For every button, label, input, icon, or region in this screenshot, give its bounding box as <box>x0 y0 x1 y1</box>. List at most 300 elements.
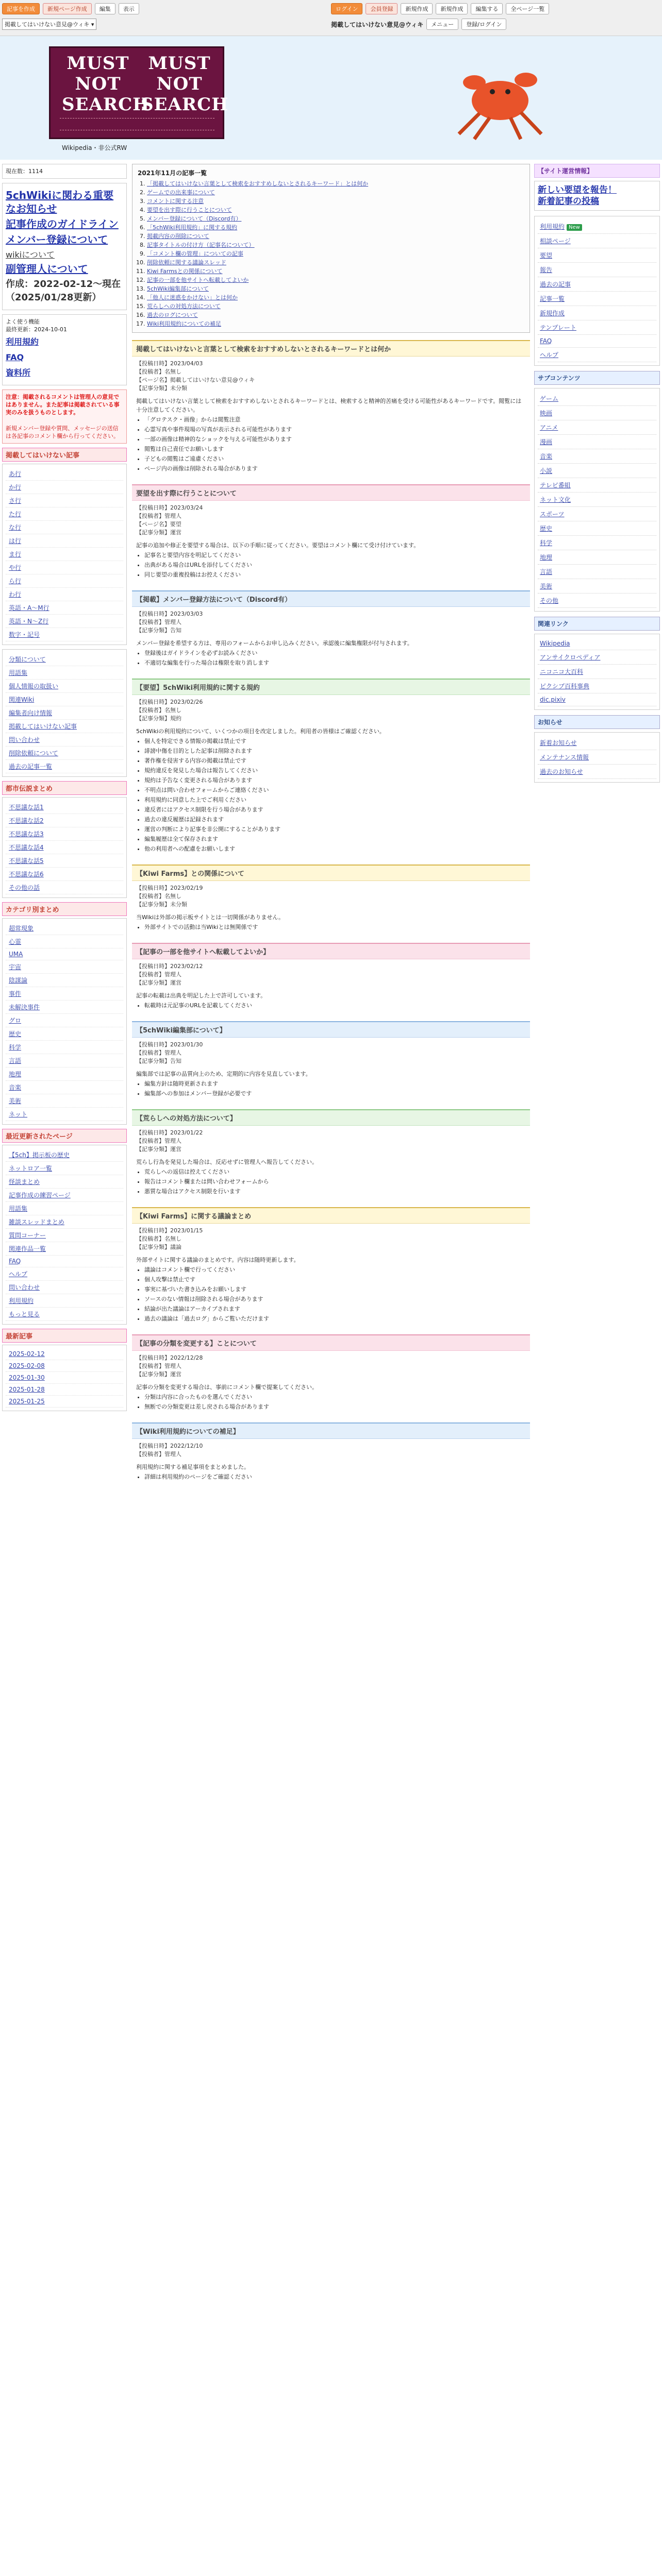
article-text: 掲載してはいけない言葉として検索をおすすめしないとされるキーワードとは、検索すると精神的苦痛を受ける可能性があるキーワードです。閲覧には十分注意してください。 <box>136 398 522 413</box>
category-9[interactable]: 科学 <box>6 1041 123 1054</box>
subcontent-title: サブコンテンツ <box>534 371 660 385</box>
toc-item <box>147 232 524 241</box>
article-body <box>132 1255 530 1329</box>
article-title[interactable]: 掲載してはいけないと言葉として検索をおすすめしないとされるキーワードとは何か <box>132 340 530 357</box>
new-article-link[interactable]: 新着記事の投稿 <box>538 196 599 207</box>
important-links-box <box>2 183 127 310</box>
article-meta-line: 【記事分類】告知 <box>136 1058 181 1064</box>
category-2[interactable]: UMA <box>6 948 123 960</box>
article-meta-line: 【投稿日時】2023/03/24 <box>136 504 203 511</box>
legend-1[interactable]: 不思議な話2 <box>6 814 123 827</box>
article-point: • 過去の議論は「過去ログ」からご覧いただけます <box>144 1314 526 1323</box>
dates-label: 作成：2022-02-12〜現在（2025/01/28更新） <box>6 279 121 303</box>
toc-link[interactable]: 荒らしへの対処方法について <box>147 303 221 310</box>
article-point: • 心霊写真や事件現場の写真が表示される可能性があります <box>144 425 526 434</box>
site-info-0[interactable]: 分類について <box>6 653 123 666</box>
legends-list <box>2 797 127 898</box>
article-meta <box>132 357 530 396</box>
legends-section-title: 都市伝説まとめ <box>2 781 127 795</box>
category-0[interactable]: 超常現象 <box>6 922 123 935</box>
article-text: 記事の転載は出典を明記した上で許可しています。 <box>136 992 267 999</box>
article-body <box>132 726 530 859</box>
article-meta-line: 【記事分類】未分類 <box>136 385 187 392</box>
category-10[interactable]: 言語 <box>6 1054 123 1067</box>
subadmin-link[interactable]: 副管理人について <box>6 263 88 275</box>
article-title[interactable]: 【荒らしへの対処方法について】 <box>132 1109 530 1126</box>
article-meta-line: 【投稿者】名無し <box>136 893 181 900</box>
toc-link[interactable]: 「他人に迷惑をかけない」とは何か <box>147 294 238 301</box>
sub-14[interactable]: その他 <box>538 594 656 608</box>
article-meta-line: 【記事分類】規約 <box>136 715 181 722</box>
recent-0[interactable]: 2025-02-12 <box>6 1348 123 1360</box>
site-info-8[interactable]: 過去の記事一覧 <box>6 760 123 773</box>
article-meta-line: 【投稿日時】2022/12/28 <box>136 1354 203 1361</box>
warning-text: 注意：掲載されるコメントは管理人の意見ではありません。また記事は掲載されている事実のみを扱うものとします。 <box>6 394 120 416</box>
sub-5[interactable]: 小説 <box>538 464 656 478</box>
article-point: • 編集方針は随時更新されます <box>144 1079 526 1088</box>
site-info-1[interactable]: 用語集 <box>6 666 123 680</box>
right-link-6[interactable]: 新規作成 <box>538 306 656 320</box>
article-meta-line: 【投稿者】管理人 <box>136 1049 181 1056</box>
article-point: • 記事名と要望内容を明記してください <box>144 551 526 560</box>
recent-list <box>2 1345 127 1411</box>
index-num[interactable]: 数字・記号 <box>6 628 123 641</box>
toc-link[interactable]: 「5chWiki利用規約」に関する規約 <box>147 224 238 231</box>
article-meta-line: 【ページ名】掲載してはいけない意見@ウィキ <box>136 377 255 383</box>
article-meta-line: 【投稿日時】2022/12/10 <box>136 1443 203 1449</box>
sub-13[interactable]: 美術 <box>538 579 656 594</box>
sub-7[interactable]: ネット文化 <box>538 493 656 507</box>
index-wa[interactable]: わ行 <box>6 588 123 601</box>
toc-link[interactable]: 「掲載してはいけない言葉として検索をおすすめしないとされるキーワード」とは何か <box>147 180 369 187</box>
sub-1[interactable]: 映画 <box>538 406 656 420</box>
article-meta-line: 【投稿日時】2023/02/26 <box>136 699 203 705</box>
toc-item <box>147 293 524 302</box>
article-point: • 閲覧は自己責任でお願いします <box>144 445 526 453</box>
article-text: 利用規約に関する補足事項をまとめました。 <box>136 1464 250 1470</box>
index-en-am[interactable]: 英語・A〜M行 <box>6 601 123 615</box>
sub-0[interactable]: ゲーム <box>538 392 656 406</box>
new-button-2[interactable]: 新規作成 <box>436 3 468 14</box>
toc-item <box>147 276 524 284</box>
article-body <box>132 638 530 673</box>
toc-item <box>147 241 524 249</box>
recent-4[interactable]: 2025-01-25 <box>6 1396 123 1408</box>
site-info-3[interactable]: 関連Wiki <box>6 693 123 706</box>
legend-4[interactable]: 不思議な話5 <box>6 854 123 868</box>
article-points <box>136 1265 526 1323</box>
article-meta-line: 【投稿日時】2023/02/19 <box>136 885 203 891</box>
article-point: • 規約は予告なく変更される場合があります <box>144 776 526 785</box>
article-title[interactable]: 【掲載】メンバー登録方法について（Discord有） <box>132 590 530 607</box>
article-point: • 詳細は利用規約のページをご確認ください <box>144 1472 526 1481</box>
guideline-link[interactable]: 記事作成のガイドライン <box>6 218 119 230</box>
article-point: • 他の利用者への配慮をお願いします <box>144 844 526 853</box>
articles-section-title: 掲載してはいけない記事 <box>2 448 127 462</box>
sub-9[interactable]: 歴史 <box>538 521 656 536</box>
article-meta-line: 【投稿者】名無し <box>136 1235 181 1242</box>
article-point: • 議論はコメント欄で行ってください <box>144 1265 526 1274</box>
right-link-3[interactable]: 報告 <box>538 263 656 277</box>
article-point: • 不適切な編集を行った場合は権限を取り消します <box>144 658 526 667</box>
article-text: 記事の追加や修正を要望する場合は、以下の手順に従ってください。要望はコメント欄にて受け付けています。 <box>136 542 420 549</box>
sub-3[interactable]: 漫画 <box>538 435 656 449</box>
update-2[interactable]: 怪談まとめ <box>6 1175 123 1189</box>
article-point: • ページ内の画像は削除される場合があります <box>144 464 526 473</box>
article-point: • 外部サイトでの活動は当Wikiとは無関係です <box>144 923 526 931</box>
edit-page-button[interactable]: 編集する <box>471 3 503 14</box>
legend-6[interactable]: その他の話 <box>6 881 123 894</box>
index-na[interactable]: な行 <box>6 521 123 534</box>
article-text: メンバー登録を希望する方は、専用のフォームからお申し込みください。承認後に編集権限が付与されます。 <box>136 640 413 647</box>
index-ka[interactable]: か行 <box>6 481 123 494</box>
resources-link[interactable]: 資料所 <box>6 368 31 378</box>
update-11[interactable]: 利用規約 <box>6 1294 123 1308</box>
article-title[interactable]: 【記事の分類を変更する】ことについて <box>132 1334 530 1351</box>
sub-4[interactable]: 音楽 <box>538 449 656 464</box>
counter-box <box>2 164 127 179</box>
site-info-2[interactable]: 個人情報の取扱い <box>6 680 123 693</box>
toc-item <box>147 267 524 276</box>
new-button-1[interactable]: 新規作成 <box>401 3 433 14</box>
category-7[interactable]: グロ <box>6 1014 123 1027</box>
article-points <box>136 923 526 931</box>
article-title[interactable]: 【要望】5chWiki利用規約に関する規約 <box>132 679 530 695</box>
article-list <box>132 340 530 1487</box>
update-8[interactable]: FAQ <box>6 1256 123 1267</box>
article-title[interactable]: 【Kiwi Farms】との関係について <box>132 865 530 881</box>
article-meta-line: 【記事分類】運営 <box>136 1371 181 1378</box>
article-meta <box>132 1126 530 1157</box>
index-ta[interactable]: た行 <box>6 507 123 521</box>
article-point: • 荒らしへの返信は控えてください <box>144 1167 526 1176</box>
sub-10[interactable]: 科学 <box>538 536 656 550</box>
report-link[interactable]: 新しい要望を報告！ <box>538 185 617 195</box>
article-meta <box>132 1038 530 1069</box>
edit-button[interactable]: 編集 <box>95 3 115 14</box>
right-link-7[interactable]: テンプレート <box>538 320 656 335</box>
right-link-0[interactable] <box>538 219 656 234</box>
site-subtitle: Wikipedia・非公式RW <box>62 144 127 151</box>
article-text: 荒らし行為を発見した場合は、反応せずに管理人へ報告してください。 <box>136 1159 318 1165</box>
article-meta-line: 【投稿日時】2023/01/22 <box>136 1129 203 1136</box>
recent-3[interactable]: 2025-01-28 <box>6 1384 123 1396</box>
article-meta-line: 【投稿日時】2023/01/30 <box>136 1041 203 1048</box>
article-title[interactable]: 【Kiwi Farms】に関する議論まとめ <box>132 1207 530 1224</box>
toc-item <box>147 188 524 197</box>
sub-6[interactable]: テレビ番組 <box>538 478 656 493</box>
notice-2[interactable]: 過去のお知らせ <box>538 765 656 779</box>
terms-link[interactable]: 利用規約 <box>6 337 39 347</box>
article-point: • 編集部への参加はメンバー登録が必要です <box>144 1089 526 1098</box>
site-title: 掲載してはいけない意見@ウィキ <box>331 21 424 28</box>
article-text: 外部サイトに関する議論のまとめです。内容は随時更新します。 <box>136 1257 300 1263</box>
article-point: • 利用規約に同意した上でご利用ください <box>144 795 526 804</box>
toc-item <box>147 223 524 232</box>
category-list <box>2 918 127 1125</box>
top-toolbar <box>0 0 662 36</box>
site-info-5[interactable]: 掲載してはいけない記事 <box>6 720 123 733</box>
article-point: • 事実に基づいた書き込みをお願いします <box>144 1285 526 1294</box>
article-meta-line: 【投稿日時】2023/04/03 <box>136 360 203 367</box>
category-13[interactable]: 美術 <box>6 1094 123 1108</box>
recent-1[interactable]: 2025-02-08 <box>6 1360 123 1372</box>
article-point: • 誹謗中傷を目的とした記事は削除されます <box>144 747 526 755</box>
toolbar-right <box>331 1 660 34</box>
update-4[interactable]: 用語集 <box>6 1202 123 1215</box>
update-7[interactable]: 関連作品一覧 <box>6 1242 123 1256</box>
update-3[interactable]: 記事作成の練習ページ <box>6 1189 123 1202</box>
update-1[interactable]: ネットロア一覧 <box>6 1162 123 1175</box>
right-link-8[interactable]: FAQ <box>538 335 656 348</box>
right-link-5[interactable]: 記事一覧 <box>538 292 656 306</box>
toc-link[interactable]: 過去のログについて <box>147 312 198 318</box>
article-meta-line: 【記事分類】運営 <box>136 979 181 986</box>
counter-text: 現在数：1114 <box>6 168 43 175</box>
toc-link[interactable]: メンバー登録について（Discord有） <box>147 215 242 222</box>
toc-item <box>147 249 524 258</box>
updates-section-title: 最近更新されたページ <box>2 1129 127 1143</box>
toc-item <box>147 284 524 293</box>
mini-info-1: 最終更新：2024-10-01 <box>6 326 67 333</box>
toc-link[interactable]: 5chWiki編集部について <box>147 285 209 292</box>
update-6[interactable]: 質問コーナー <box>6 1229 123 1242</box>
toc-link[interactable]: 掲載内容の削除について <box>147 233 209 240</box>
site-info-list <box>2 649 127 777</box>
article-meta <box>132 1439 530 1462</box>
site-info-6[interactable]: 問い合わせ <box>6 733 123 747</box>
crab-illustration <box>443 52 547 144</box>
toc-item <box>147 258 524 267</box>
site-select[interactable]: 掲載してはいけない意見@ウィキ ▾ <box>2 19 96 30</box>
index-sa[interactable]: さ行 <box>6 494 123 507</box>
right-important <box>534 181 660 211</box>
legend-5[interactable]: 不思議な話6 <box>6 868 123 881</box>
category-14[interactable]: ネット <box>6 1108 123 1121</box>
article-meta <box>132 1224 530 1255</box>
toc-link[interactable]: 要望を出す際に行うことについて <box>147 207 232 213</box>
article-point: • 運営の判断により記事を非公開にすることがあります <box>144 825 526 834</box>
table-of-contents <box>132 164 530 333</box>
category-section-title: カテゴリ別まとめ <box>2 902 127 916</box>
signin-button[interactable]: 登録/ログイン <box>461 19 506 30</box>
right-link-9[interactable]: ヘルプ <box>538 348 656 362</box>
index-ma[interactable]: ま行 <box>6 548 123 561</box>
category-12[interactable]: 音楽 <box>6 1081 123 1094</box>
article-point: • 分類は内容に合ったものを選んでください <box>144 1393 526 1401</box>
right-link-4[interactable]: 過去の記事 <box>538 277 656 292</box>
article-meta-line: 【投稿者】管理人 <box>136 1451 181 1458</box>
wiki-about-link[interactable]: wikiについて <box>6 250 55 260</box>
member-text: 新規メンバー登録や質問、メッセージの送信は各記事のコメント欄から行ってください。 <box>6 425 119 439</box>
toc-link[interactable]: 削除依頼に関する議論スレッド <box>147 259 226 266</box>
article-point: • 過去の違反履歴は記録されます <box>144 815 526 824</box>
related-2[interactable]: ニコニコ大百科 <box>538 665 656 679</box>
right-sidebar <box>534 164 660 2576</box>
article-points <box>136 1167 526 1196</box>
related-0[interactable]: Wikipedia <box>538 637 656 650</box>
update-5[interactable]: 雑談スレッドまとめ <box>6 1215 123 1229</box>
article-points <box>136 1079 526 1098</box>
article-body <box>132 912 530 938</box>
logo-divider <box>60 118 214 130</box>
recent-2[interactable]: 2025-01-30 <box>6 1372 123 1384</box>
right-link-1[interactable]: 相談ページ <box>538 234 656 248</box>
article-meta-line: 【投稿者】名無し <box>136 707 181 714</box>
right-link-2[interactable]: 要望 <box>538 248 656 263</box>
category-4[interactable]: 陰謀論 <box>6 974 123 987</box>
article-meta-line: 【記事分類】運営 <box>136 529 181 536</box>
related-3[interactable]: ピクシブ百科事典 <box>538 679 656 693</box>
notice-link[interactable]: 5chWikiに関わる重要なお知らせ <box>6 189 114 215</box>
category-11[interactable]: 地理 <box>6 1067 123 1081</box>
article-meta-line: 【ページ名】要望 <box>136 521 181 528</box>
article-points <box>136 1393 526 1411</box>
article-meta-line: 【記事分類】議論 <box>136 1244 181 1250</box>
article-meta <box>132 1351 530 1382</box>
toc-title: 2021年11月の記事一覧 <box>138 170 207 177</box>
index-a[interactable]: あ行 <box>6 467 123 481</box>
legend-3[interactable]: 不思議な話4 <box>6 841 123 854</box>
article-body <box>132 1382 530 1417</box>
toc-item <box>147 311 524 319</box>
toc-link[interactable]: ゲームでの出来事について <box>147 189 215 196</box>
article-meta <box>132 695 530 726</box>
article-title[interactable]: 【5chWiki編集部について】 <box>132 1021 530 1038</box>
article-point: • 個人攻撃は禁止です <box>144 1275 526 1284</box>
index-ra[interactable]: ら行 <box>6 574 123 588</box>
toc-link[interactable]: Kiwi Farmsとの関係について <box>147 268 223 275</box>
new-page-button[interactable]: 新規ページ作成 <box>43 3 92 14</box>
login-button[interactable]: ログイン <box>331 3 362 14</box>
category-1[interactable]: 心霊 <box>6 935 123 948</box>
article-points <box>136 1001 526 1010</box>
view-button[interactable]: 表示 <box>119 3 139 14</box>
article-point: • 不明点は問い合わせフォームからご連絡ください <box>144 786 526 794</box>
toc-link[interactable]: 「コメント欄の管理」についての記事 <box>147 250 243 257</box>
article-body <box>132 1462 530 1487</box>
all-pages-button[interactable]: 全ページ一覧 <box>506 3 549 14</box>
toc-item <box>147 302 524 311</box>
warning-box <box>2 389 127 444</box>
sub-11[interactable]: 地理 <box>538 550 656 565</box>
article-text: 編集部では記事の品質向上のため、定期的に内容を見直しています。 <box>136 1071 311 1077</box>
toc-link[interactable]: 記事タイトルの付け方（記事名について） <box>147 242 255 248</box>
article-text: 当Wikiは外部の掲示板サイトとは一切関係がありません。 <box>136 914 285 921</box>
article-body <box>132 990 530 1016</box>
toc-link[interactable]: コメントに関する注意 <box>147 198 204 205</box>
toc-link[interactable]: 記事の一部を他サイトへ転載してよいか <box>147 277 249 283</box>
update-0[interactable]: 【5ch】掲示板の歴史 <box>6 1148 123 1162</box>
menu-button[interactable]: メニュー <box>426 19 458 30</box>
article-body <box>132 540 530 585</box>
related-1[interactable]: アンサイクロペディア <box>538 650 656 665</box>
right-head: 【サイト運営情報】 <box>534 164 660 178</box>
update-10[interactable]: 問い合わせ <box>6 1281 123 1294</box>
toc-link[interactable]: Wiki利用規約についての補足 <box>147 320 221 327</box>
article-point: • 登録後はガイドラインを必ずお読みください <box>144 649 526 657</box>
toc-item <box>147 206 524 214</box>
article-points <box>136 649 526 667</box>
article-point: • 転載時は元記事のURLを記載してください <box>144 1001 526 1010</box>
article-point: • 一部の画像は精神的なショックを与える可能性があります <box>144 435 526 444</box>
article-point: • ソースのない情報は削除される場合があります <box>144 1295 526 1303</box>
article-point: • 著作権を侵害する内容の掲載は禁止です <box>144 756 526 765</box>
toolbar-left <box>2 1 157 34</box>
mini-info-0: よく使う機能 <box>6 318 40 325</box>
article-point: • 結論が出た議論はアーカイブされます <box>144 1304 526 1313</box>
article-meta-line: 【記事分類】未分類 <box>136 901 187 908</box>
category-6[interactable]: 未解決事件 <box>6 1001 123 1014</box>
article-title[interactable]: 【Wiki利用規約についての補足】 <box>132 1422 530 1439</box>
article-point: • 悪質な場合はアクセス制限を行います <box>144 1187 526 1196</box>
site-info-7[interactable]: 削除依頼について <box>6 747 123 760</box>
article-meta <box>132 881 530 912</box>
more-link[interactable]: もっと見る <box>6 1308 123 1321</box>
article-body <box>132 1157 530 1202</box>
article-title[interactable]: 【記事の一部を他サイトへ転載してよいか】 <box>132 943 530 959</box>
article-body <box>132 1069 530 1104</box>
register-button[interactable]: 会員登録 <box>366 3 398 14</box>
toc-item <box>147 179 524 188</box>
article-point: • 「グロテスク・画像」からは閲覧注意 <box>144 415 526 424</box>
category-3[interactable]: 宇宙 <box>6 960 123 974</box>
site-info-4[interactable]: 編集者向け情報 <box>6 706 123 720</box>
site-logo[interactable] <box>49 46 229 139</box>
article-meta-line: 【投稿者】管理人 <box>136 1138 181 1144</box>
sub-8[interactable]: スポーツ <box>538 507 656 521</box>
sub-2[interactable]: アニメ <box>538 420 656 435</box>
logo-text-right: MUST NOT SEARCH <box>141 53 229 115</box>
article-meta-line: 【投稿者】管理人 <box>136 619 181 625</box>
recent-section-title: 最新記事 <box>2 1329 127 1343</box>
article-meta-line: 【投稿日時】2023/03/03 <box>136 611 203 617</box>
related-title: 関連リンク <box>534 617 660 631</box>
related-4[interactable]: dic.pixiv <box>538 693 656 706</box>
article-meta <box>132 959 530 990</box>
category-5[interactable]: 事件 <box>6 987 123 1001</box>
category-8[interactable]: 歴史 <box>6 1027 123 1041</box>
article-meta-line: 【投稿者】管理人 <box>136 971 181 978</box>
notice-0[interactable]: 新着お知らせ <box>538 736 656 750</box>
member-link[interactable]: メンバー登録について <box>6 233 108 246</box>
index-en-nz[interactable]: 英語・N〜Z行 <box>6 615 123 628</box>
update-9[interactable]: ヘルプ <box>6 1267 123 1281</box>
article-points <box>136 551 526 579</box>
toc-item <box>147 197 524 206</box>
toc-list <box>138 179 524 328</box>
create-article-button[interactable]: 記事を作成 <box>2 3 40 14</box>
faq-link[interactable]: FAQ <box>6 352 24 362</box>
logo-text-left: MUST NOT SEARCH <box>62 53 150 115</box>
article-text: 記事の分類を変更する場合は、事前にコメント欄で提案してください。 <box>136 1384 318 1391</box>
subcontent-list <box>534 388 660 612</box>
notice-1[interactable]: メンテナンス情報 <box>538 750 656 765</box>
index-ya[interactable]: や行 <box>6 561 123 574</box>
article-points <box>136 1472 526 1481</box>
article-meta-line: 【記事分類】運営 <box>136 1146 181 1153</box>
new-badge: New <box>567 224 582 231</box>
notice-title: お知らせ <box>534 715 660 729</box>
toc-item <box>147 214 524 223</box>
article-meta-line: 【投稿日時】2023/02/12 <box>136 963 203 970</box>
article-title[interactable]: 要望を出す際に行うことについて <box>132 484 530 501</box>
article-points <box>136 415 526 473</box>
legend-0[interactable]: 不思議な話1 <box>6 801 123 814</box>
index-ha[interactable]: は行 <box>6 534 123 548</box>
legend-2[interactable]: 不思議な話3 <box>6 827 123 841</box>
sub-12[interactable]: 言語 <box>538 565 656 579</box>
